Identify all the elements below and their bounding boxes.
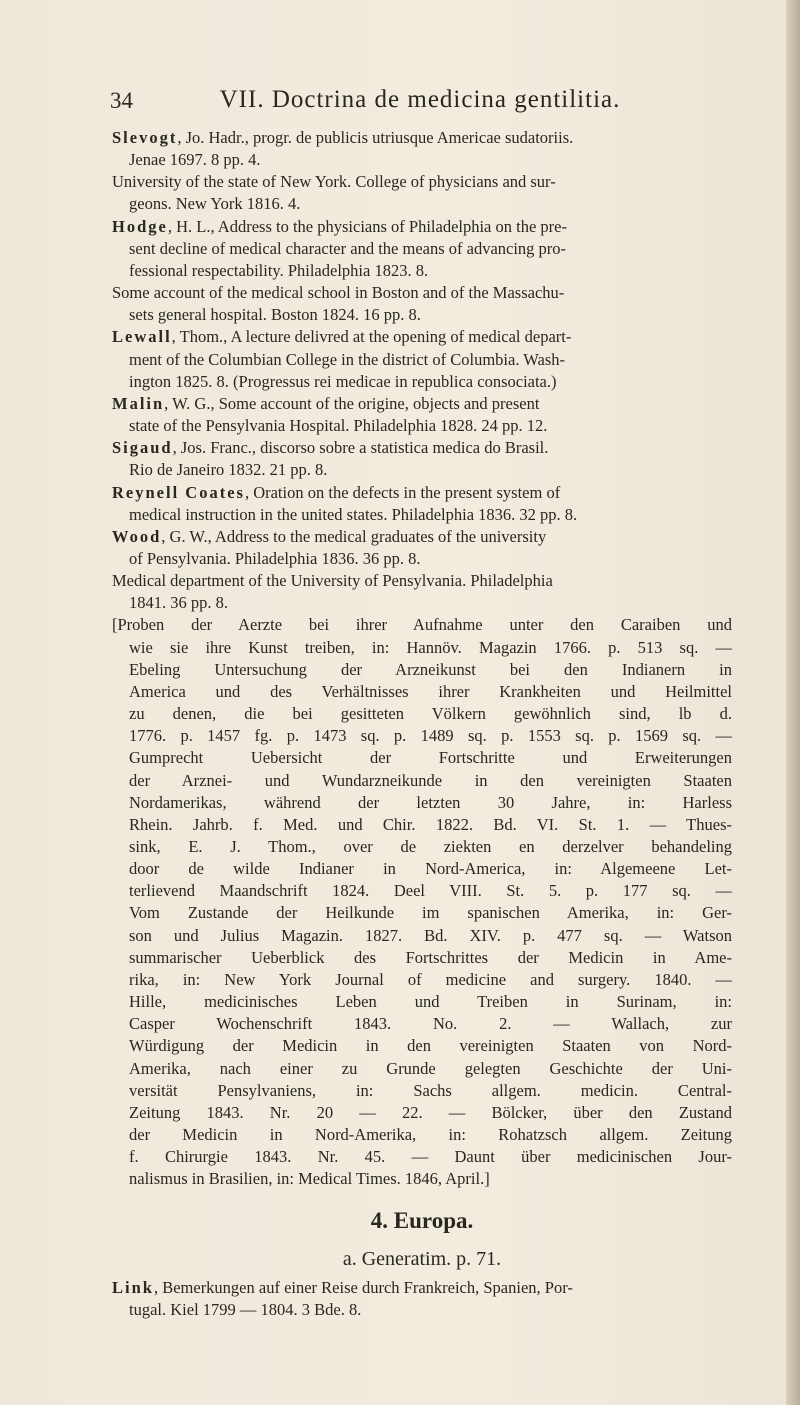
page-number: 34 [110,88,133,113]
reference-line: [Proben der Aerzte bei ihrer Aufnahme unter den Caraiben und [112,615,732,635]
reference-line: der Medicin in Nord-Amerika, in: Rohatzsch allgem. Zeitung [129,1125,732,1145]
reference-line: Vom Zustande der Heilkunde im spanischen Amerika, in: Ger- [129,903,732,923]
entry-line: medical instruction in the united states. Philadelphia 1836. 32 pp. 8. [129,504,578,524]
reference-line: 1776. p. 1457 fg. p. 1473 sq. p. 1489 sq. p. 1553 sq. p. 1569 sq. — [129,726,732,746]
reference-line: Nordamerikas, während der letzten 30 Jahre, in: Harless [129,792,732,812]
bibliography-entries [112,127,732,614]
entry-author: Hodge [112,216,168,236]
reference-line: zu denen, die bei gesitteten Völkern gewöhnlich sind, lb d. [129,704,732,724]
page-content [112,127,732,1321]
entry-line: , Bemerkungen auf einer Reise durch Frankreich, Spanien, Por- [153,1277,573,1297]
entry-line: sets general hospital. Boston 1824. 16 pp. 8. [129,305,421,325]
bibliography-entry [112,570,732,614]
entry-author: Lewall [112,327,172,347]
entry-line: , Jo. Hadr., progr. de publicis utriusque Americae sudatoriis. [177,128,574,147]
bibliography-entry [112,282,732,326]
reference-line: Gumprecht Uebersicht der Fortschritte und Erweiterungen [129,748,732,768]
entry-line: , Jos. Franc., discorso sobre a statistica medica do Brasil. [172,438,549,458]
reference-line: Amerika, nach einer zu Grunde gelegten Geschichte der Uni- [129,1058,732,1078]
entry-line: Rio de Janeiro 1832. 21 pp. 8. [129,460,328,480]
bibliography-entry [112,482,732,526]
entry-line: Medical department of the University of Pensylvania. Philadelphia [112,571,553,591]
entry-author: Malin [112,393,165,413]
entry-line: sent decline of medical character and the means of advancing pro- [129,238,567,258]
bibliography-entry [112,127,732,171]
reference-line: Zeitung 1843. Nr. 20 — 22. — Bölcker, über den Zustand [129,1102,732,1122]
reference-line: der Arznei- und Wundarzneikunde in den vereinigten Staaten [129,770,732,790]
entry-line: geons. New York 1816. 4. [129,194,301,214]
entry-line: , Thom., A lecture delivred at the opening of medical depart- [171,327,572,347]
bibliography-entry-final [112,1277,732,1321]
reference-line: Hille, medicinisches Leben und Treiben in Surinam, in: [129,992,732,1012]
entry-line: Some account of the medical school in Boston and of the Massachu- [112,283,565,303]
entry-author: Wood [112,526,162,546]
entry-author: Reynell Coates [112,482,245,502]
bibliography-entry [112,171,732,215]
reference-line: summarischer Ueberblick des Fortschrittes der Medicin in Ame- [129,947,732,967]
entry-line: , W. G., Some account of the origine, objects and present [164,393,540,413]
reference-line: sink, E. J. Thom., over de ziekten en derzelver behandeling [129,837,732,856]
entry-line: ington 1825. 8. (Progressus rei medicae in republica consociata.) [129,371,557,391]
entry-line: University of the state of New York. College of physicians and sur- [112,172,556,192]
reference-line: f. Chirurgie 1843. Nr. 45. — Daunt über medicinischen Jour- [129,1147,732,1167]
section-heading: 4. Europa. [370,1207,474,1233]
bibliography-entry [112,216,732,282]
bibliography-entry [112,393,732,437]
entry-line: fessional respectability. Philadelphia 1823. 8. [129,260,429,280]
entry-line: ment of the Columbian College in the district of Columbia. Wash- [129,349,566,369]
reference-line: Ebeling Untersuchung der Arzneikunst bei den Indianern in [129,659,732,679]
entry-line: 1841. 36 pp. 8. [129,593,228,613]
reference-line: nalismus in Brasilien, in: Medical Times. 1846, April.] [129,1169,490,1189]
reference-line: versität Pensylvaniens, in: Sachs allgem. medicin. Central- [129,1080,732,1100]
reference-line: door de wilde Indianer in Nord-America, in: Algemeene Let- [129,859,732,879]
reference-line: son und Julius Magazin. 1827. Bd. XIV. p. 477 sq. — Watson [129,925,732,945]
section-subheading: a. Generatim. p. 71. [342,1247,502,1270]
entry-line: , Oration on the defects in the present system of [244,482,561,502]
reference-line: terlievend Maandschrift 1824. Deel VIII. St. 5. p. 177 sq. — [129,881,732,901]
reference-line: Rhein. Jahrb. f. Med. und Chir. 1822. Bd. VI. St. 1. — Thues- [129,814,732,834]
entry-line: state of the Pensylvania Hospital. Philadelphia 1828. 24 pp. 12. [129,416,548,436]
entry-line: , G. W., Address to the medical graduates of the university [161,526,547,546]
entry-line: of Pensylvania. Philadelphia 1836. 36 pp. 8. [129,548,421,568]
reference-line: Würdigung der Medicin in den vereinigten Staaten von Nord- [129,1036,732,1056]
entry-author: Slevogt [112,128,178,147]
entry-line: Jenae 1697. 8 pp. 4. [129,150,261,170]
page-header [110,88,730,118]
entry-author: Sigaud [112,438,173,458]
bibliography-entry [112,437,732,481]
reference-line: wie sie ihre Kunst treiben, in: Hannöv. Magazin 1766. p. 513 sq. — [129,637,732,657]
reference-line: rika, in: New York Journal of medicine and surgery. 1840. — [129,969,732,989]
bibliography-entry [112,326,732,392]
page-edge [786,0,800,1405]
reference-line: Casper Wochenschrift 1843. No. 2. — Wallach, zur [129,1014,732,1034]
reference-line: America und des Verhältnisses ihrer Krankheiten und Heilmittel [129,681,732,701]
entry-line: tugal. Kiel 1799 — 1804. 3 Bde. 8. [129,1299,362,1319]
running-title: VII. Doctrina de medicina gentilitia. [219,86,621,113]
entry-line: , H. L., Address to the physicians of Philadelphia on the pre- [167,216,567,236]
entry-author: Link [112,1277,154,1297]
bracketed-references [112,614,732,1190]
bibliography-entry [112,526,732,570]
